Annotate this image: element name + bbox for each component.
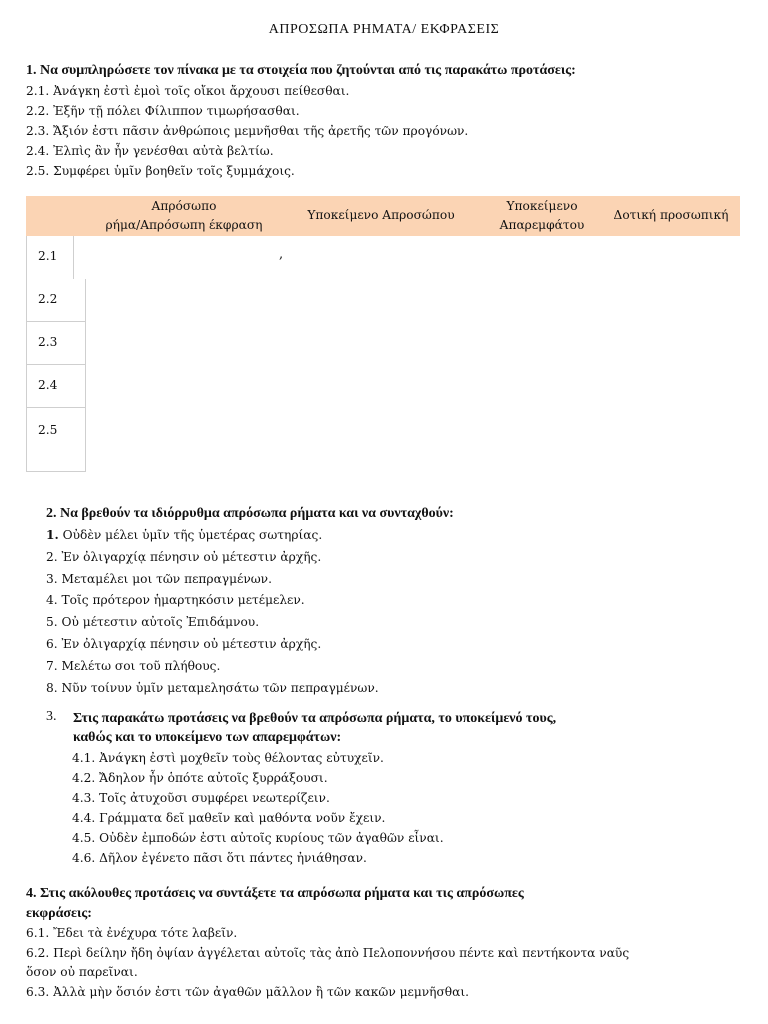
item-number: 1.	[46, 528, 59, 542]
table-row	[26, 322, 86, 365]
row-label: 2.3	[38, 335, 58, 349]
header-dative: Δοτική προσωπική	[613, 208, 729, 222]
section-2	[46, 504, 454, 699]
table-header	[26, 196, 740, 236]
section-4-item: 6.1. Ἔδει τὰ ἐνέχυρα τότε λαβεῖν.	[26, 926, 238, 940]
table-row	[26, 236, 74, 279]
section-1-item: 2.5. Συμφέρει ὑμῖν βοηθεῖν τοῖς ξυμμάχοις.	[26, 164, 295, 178]
section-1-item: 2.1. Ἀνάγκη ἐστὶ ἐμοὶ τοῖς οἴκοι ἄρχουσι πείθεσθαι.	[26, 84, 350, 98]
section-3-item: 4.5. Οὐδὲν ἐμποδών ἐστι αὐτοῖς κυρίους τῶν ἀγαθῶν εἶναι.	[72, 831, 444, 845]
row-label: 2.4	[38, 378, 58, 392]
header-subject-infinitive	[482, 197, 602, 235]
section-1-heading: 1. Να συμπληρώσετε τον πίνακα με τα στοιχεία που ζητούνται από τις παρακάτω προτάσεις:	[26, 63, 576, 78]
section-1-item: 2.2. Ἐξῆν τῇ πόλει Φίλιππον τιμωρήσασθαι.	[26, 104, 300, 118]
section-2-item: 7. Μελέτω σοι τοῦ πλήθους.	[46, 658, 221, 673]
section-2-heading: 2. Να βρεθούν τα ιδιόρρυθμα απρόσωπα ρήματα και να συνταχθούν:	[46, 506, 454, 521]
row-label: 2.1	[38, 249, 58, 263]
table-cell-mark: ,	[279, 247, 284, 262]
section-2-item: 3. Μεταμέλει μοι τῶν πεπραγμένων.	[46, 571, 272, 586]
section-3-number: 3.	[46, 709, 57, 724]
section-3-heading-cont: καθώς και το υποκείμενο των απαρεμφάτων:	[73, 730, 342, 745]
section-4-item: ὅσον οὐ παρεῖναι.	[26, 965, 138, 979]
section-1-item: 2.3. Ἄξιόν ἐστι πᾶσιν ἀνθρώποις μεμνῆσθαι τῆς ἀρετῆς τῶν προγόνων.	[26, 124, 469, 138]
section-2-item: 8. Νῦν τοίνυν ὑμῖν μεταμελησάτω τῶν πεπραγμένων.	[46, 680, 379, 695]
section-3-item: 4.1. Ἀνάγκη ἐστὶ μοχθεῖν τοὺς θέλοντας εὐτυχεῖν.	[72, 751, 384, 765]
section-4-item: 6.3. Ἀλλὰ μὴν ὅσιόν ἐστι τῶν ἀγαθῶν μᾶλλον ἢ τῶν κακῶν μεμνῆσθαι.	[26, 984, 470, 999]
section-3-item: 4.3. Τοῖς ἀτυχοῦσι συμφέρει νεωτερίζειν.	[72, 791, 330, 805]
header-subject-infinitive-text: Υποκείμενο Απαρεμφάτου	[499, 199, 585, 232]
header-impersonal-verb	[86, 197, 282, 235]
table-row	[26, 279, 86, 322]
section-4-heading: 4. Στις ακόλουθες προτάσεις να συντάξετε τα απρόσωπα ρήματα και τις απρόσωπες	[26, 886, 524, 901]
section-3-heading: Στις παρακάτω προτάσεις να βρεθούν τα απρόσωπα ρήματα, το υποκείμενό τους,	[73, 711, 557, 726]
section-2-item: 5. Οὐ μέτεστιν αὐτοῖς Ἐπιδάμνου.	[46, 615, 260, 630]
page-title: ΑΠΡΟΣΩΠΑ ΡΗΜΑΤΑ/ ΕΚΦΡΑΣΕΙΣ	[268, 22, 500, 37]
section-4	[26, 884, 629, 1002]
section-3-item: 4.6. Δῆλον ἐγένετο πᾶσι ὅτι πάντες ἠνιάθησαν.	[72, 851, 367, 865]
section-4-heading-cont: εκφράσεις:	[26, 906, 92, 921]
section-3	[46, 709, 556, 868]
section-3-item: 4.2. Ἄδηλον ἦν ὁπότε αὐτοῖς ξυρράξουσι.	[72, 771, 328, 785]
section-1	[26, 62, 576, 181]
section-4-item: 6.2. Περὶ δείλην ἤδη ὀψίαν ἀγγέλεται αὐτοῖς τὰς ἀπὸ Πελοποννήσου πέντε καὶ πεντήκοντα ναῦς	[26, 945, 630, 960]
section-2-item	[46, 525, 454, 547]
section-2-item: 6. Ἐν ὀλιγαρχίᾳ πένησιν οὐ μέτεστιν ἀρχῆς.	[46, 636, 322, 651]
row-label: 2.5	[38, 423, 58, 437]
header-subject-impersonal: Υποκείμενο Απροσώπου	[307, 208, 455, 222]
section-2-item: 2. Ἐν ὀλιγαρχίᾳ πένησιν οὐ μέτεστιν ἀρχῆς.	[46, 549, 322, 564]
section-2-item: 4. Τοῖς πρότερον ἡμαρτηκόσιν μετέμελεν.	[46, 593, 305, 608]
section-3-item: 4.4. Γράμματα δεῖ μαθεῖν καὶ μαθόντα νοῦν ἔχειν.	[72, 811, 386, 825]
header-impersonal-verb-text: Απρόσωπο ρήμα/Απρόσωπη έκφραση	[105, 199, 263, 232]
item-text: Οὐδὲν μέλει ὑμῖν τῆς ὑμετέρας σωτηρίας.	[58, 528, 323, 542]
table-row	[26, 408, 86, 472]
row-label: 2.2	[38, 292, 58, 306]
table-row	[26, 365, 86, 408]
section-1-item: 2.4. Ἐλπὶς ἂν ἦν γενέσθαι αὐτὰ βελτίω.	[26, 144, 274, 158]
